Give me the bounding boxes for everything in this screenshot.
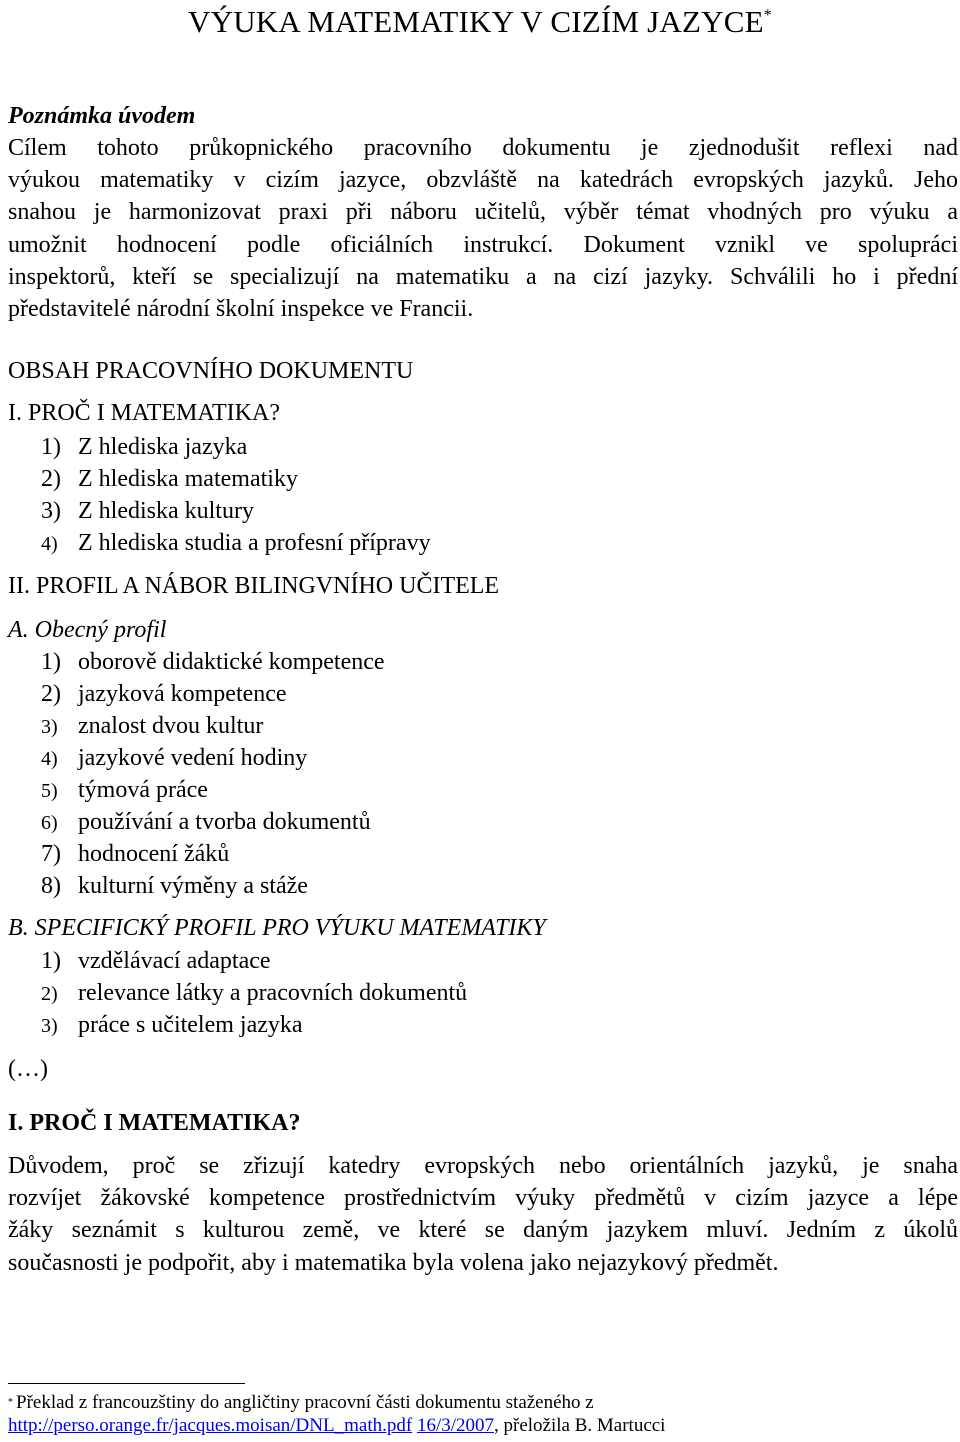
intro-line: představitelé národní školní inspekce ve Francii. <box>8 295 474 322</box>
item-text: práce s učitelem jazyka <box>78 1012 303 1038</box>
contents-item <box>41 870 308 902</box>
item-number: 3) <box>41 716 58 738</box>
contents-subsection-a-title: A. Obecný profil <box>8 617 167 643</box>
footnote-line-1 <box>8 1391 594 1415</box>
contents-item <box>41 495 254 527</box>
contents-item <box>41 431 247 463</box>
footnote-divider <box>8 1383 245 1384</box>
contents-section-1-title: I. PROČ I MATEMATIKA? <box>8 400 280 426</box>
intro-line: Cílem tohoto průkopnického pracovního dokumentu je zjednodušit reflexi nad <box>8 135 958 161</box>
item-number: 1) <box>41 948 61 974</box>
item-number: 1) <box>41 649 61 675</box>
title-text: VÝUKA MATEMATIKY V CIZÍM JAZYCE <box>188 4 764 39</box>
item-text: jazykové vedení hodiny <box>78 745 308 771</box>
body-line: žáky seznámit s kulturou země, ve které se daným jazykem mluví. Jedním z úkolů <box>8 1217 958 1244</box>
item-text: hodnocení žáků <box>78 841 230 867</box>
item-text: znalost dvou kultur <box>78 713 264 739</box>
contents-item <box>41 646 385 678</box>
contents-item <box>41 945 271 977</box>
body-line: rozvíjet žákovské kompetence prostřednictvím výuky předmětů v cizím jazyce a lépe <box>8 1185 958 1212</box>
contents-item <box>41 678 287 710</box>
item-number: 5) <box>41 780 58 802</box>
item-number: 1) <box>41 434 61 460</box>
footnote-text: Překlad z francouzštiny do angličtiny pracovní části dokumentu staženého z <box>16 1392 594 1413</box>
intro-line: inspektorů, kteří se specializují na matematiku a na cizí jazyky. Schválili ho i přední <box>8 263 958 290</box>
contents-ellipsis: (…) <box>8 1056 48 1082</box>
item-number: 3) <box>41 1015 58 1037</box>
title-footnote-mark: * <box>763 7 772 24</box>
body-paragraph <box>8 1150 958 1279</box>
intro-heading: Poznámka úvodem <box>8 103 196 129</box>
intro-line: výukou matematiky v cizím jazyce, obzvláště na katedrách evropských jazyků. Jeho <box>8 167 958 194</box>
item-number: 4) <box>41 533 58 555</box>
footnote-date-link[interactable]: 16/3/2007 <box>416 1415 494 1436</box>
item-text: vzdělávací adaptace <box>78 948 271 974</box>
item-number: 8) <box>41 873 61 899</box>
intro-line: umožnit hodnocení podle oficiálních instrukcí. Dokument vznikl ve spolupráci <box>8 231 958 258</box>
item-number: 2) <box>41 681 61 707</box>
footnote-credit: , přeložila B. Martucci <box>494 1415 666 1436</box>
item-text: Z hlediska kultury <box>78 498 254 524</box>
intro-paragraph <box>8 132 958 325</box>
footnote-link[interactable]: http://perso.orange.fr/jacques.moisan/DNL_math.pdf <box>8 1415 413 1436</box>
item-text: relevance látky a pracovních dokumentů <box>78 980 468 1006</box>
item-number: 3) <box>41 498 61 524</box>
item-number: 4) <box>41 748 58 770</box>
contents-item <box>41 1009 303 1042</box>
item-text: kulturní výměny a stáže <box>78 873 308 899</box>
contents-item <box>41 710 263 743</box>
item-text: Z hlediska studia a profesní přípravy <box>78 530 431 556</box>
item-text: Z hlediska matematiky <box>78 466 298 492</box>
contents-item <box>41 742 307 775</box>
item-text: Z hlediska jazyka <box>78 434 248 460</box>
contents-item <box>41 527 431 560</box>
contents-item <box>41 977 467 1010</box>
body-line: současnosti je podpořit, aby i matematika byla volena jako nejazykový předmět. <box>8 1249 779 1276</box>
item-number: 6) <box>41 812 58 834</box>
intro-line: snahou je harmonizovat praxi při náboru učitelů, výběr témat vhodných pro výuku a <box>8 199 958 226</box>
section-heading: I. PROČ I MATEMATIKA? <box>8 1110 301 1136</box>
contents-heading: OBSAH PRACOVNÍHO DOKUMENTU <box>8 358 414 384</box>
item-number: 7) <box>41 841 61 867</box>
footnote-line-2 <box>8 1414 665 1438</box>
contents-item <box>41 774 208 807</box>
document-title <box>0 2 960 42</box>
contents-item <box>41 806 371 839</box>
body-line: Důvodem, proč se zřizují katedry evropských nebo orientálních jazyků, je snaha <box>8 1153 958 1179</box>
contents-item <box>41 463 298 495</box>
item-text: jazyková kompetence <box>78 681 287 707</box>
contents-subsection-b-title: B. SPECIFICKÝ PROFIL PRO VÝUKU MATEMATIKY <box>8 915 546 941</box>
contents-item <box>41 838 229 870</box>
footnote-mark: * <box>8 1397 13 1408</box>
item-text: používání a tvorba dokumentů <box>78 809 371 835</box>
item-number: 2) <box>41 466 61 492</box>
item-text: týmová práce <box>78 777 208 803</box>
contents-section-2-title: II. PROFIL A NÁBOR BILINGVNÍHO UČITELE <box>8 573 500 599</box>
item-number: 2) <box>41 983 58 1005</box>
item-text: oborově didaktické kompetence <box>78 649 385 675</box>
